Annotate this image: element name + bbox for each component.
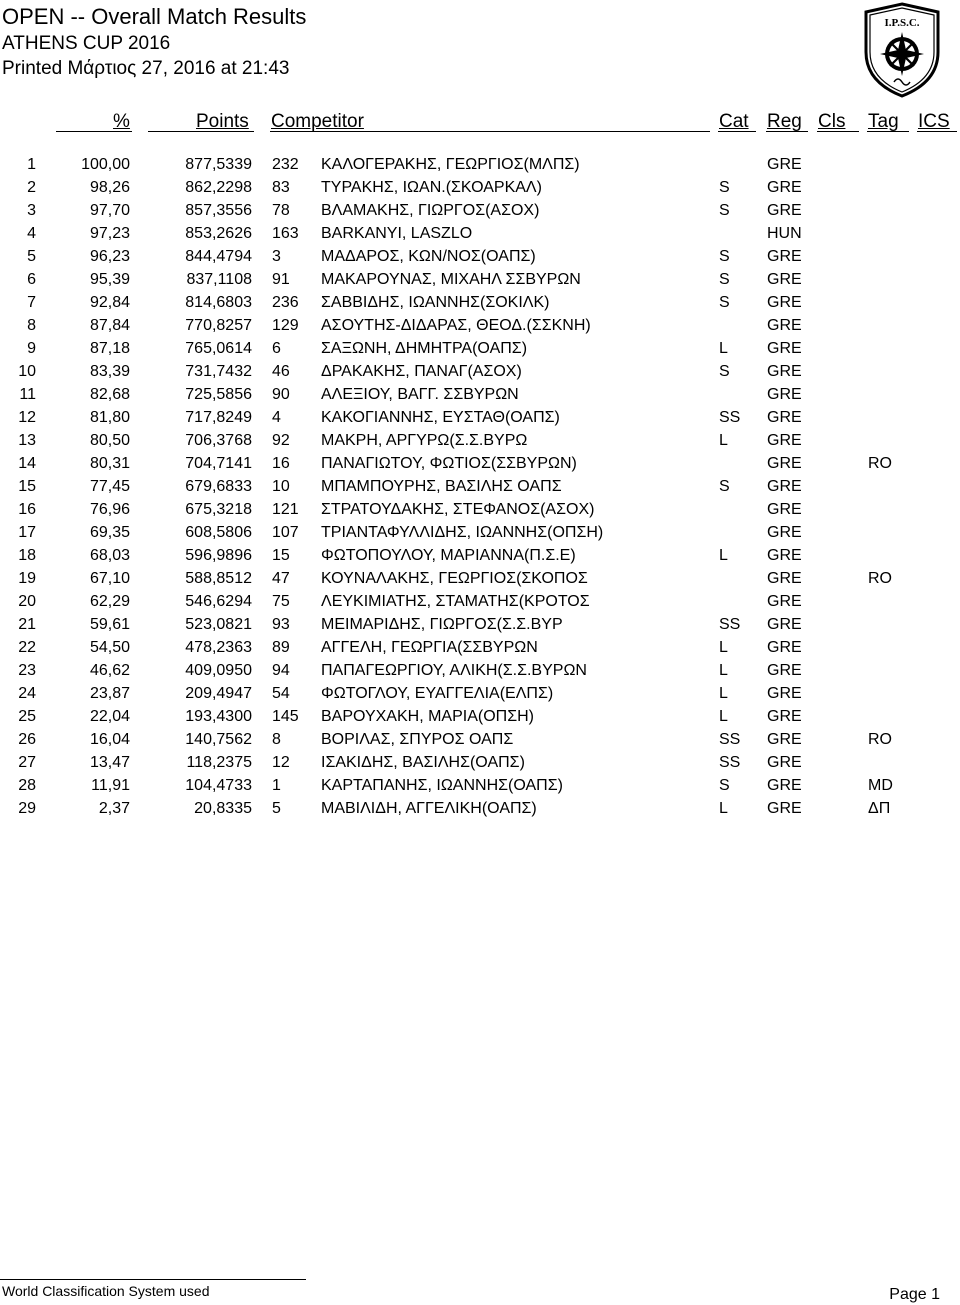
row-region: HUN [767, 225, 802, 242]
row-category: SS [719, 616, 741, 633]
table-row [0, 477, 960, 500]
row-competitor-number: 54 [272, 685, 290, 702]
header-rule-reg [766, 131, 808, 132]
row-points: 731,7432 [185, 363, 252, 380]
row-competitor-name: ΚΟΥΝΑΛΑΚΗΣ, ΓΕΩΡΓΙΟΣ(ΣΚΟΠΟΣ [321, 570, 588, 587]
row-points: 765,0614 [185, 340, 252, 357]
row-category: S [719, 294, 730, 311]
row-region: GRE [767, 731, 802, 748]
table-row [0, 362, 960, 385]
table-row [0, 638, 960, 661]
row-points: 814,6803 [185, 294, 252, 311]
row-place: 7 [27, 294, 36, 311]
row-competitor-number: 15 [272, 547, 290, 564]
header-rule-cls [817, 131, 859, 132]
row-region: GRE [767, 432, 802, 449]
row-competitor-number: 1 [272, 777, 281, 794]
row-percent: 13,47 [89, 754, 130, 771]
row-points: 706,3768 [185, 432, 252, 449]
row-category: S [719, 248, 730, 265]
table-row [0, 799, 960, 822]
row-points: 193,4300 [185, 708, 252, 725]
col-points-header: Points [196, 111, 249, 132]
row-place: 3 [27, 202, 36, 219]
row-competitor-name: ΜΑΚΑΡΟΥΝΑΣ, ΜΙΧΑΗΛ ΣΣΒΥΡΩΝ [321, 271, 581, 288]
row-points: 409,0950 [185, 662, 252, 679]
row-competitor-name: ΣΤΡΑΤΟΥΔΑΚΗΣ, ΣΤΕΦΑΝΟΣ(ΑΣΟΧ) [321, 501, 595, 518]
row-competitor-number: 107 [272, 524, 299, 541]
row-category: S [719, 777, 730, 794]
row-region: GRE [767, 340, 802, 357]
page-number: Page 1 [889, 1286, 940, 1303]
row-percent: 68,03 [89, 547, 130, 564]
row-region: GRE [767, 639, 802, 656]
row-region: GRE [767, 616, 802, 633]
row-points: 853,2626 [185, 225, 252, 242]
row-region: GRE [767, 363, 802, 380]
row-tag: RO [868, 455, 892, 472]
row-competitor-name: ΣΑΞΩΝΗ, ΔΗΜΗΤΡΑ(ΟΑΠΣ) [321, 340, 528, 357]
row-competitor-name: ΜΕΙΜΑΡΙΔΗΣ, ΓΙΩΡΓΟΣ(Σ.Σ.ΒΥΡ [321, 616, 563, 633]
table-row [0, 270, 960, 293]
row-competitor-name: ΠΑΝΑΓΙΩΤΟΥ, ΦΩΤΙΟΣ(ΣΣΒΥΡΩΝ) [321, 455, 577, 472]
table-row [0, 684, 960, 707]
row-points: 608,5806 [185, 524, 252, 541]
row-points: 523,0821 [185, 616, 252, 633]
row-competitor-name: ΜΑΚΡΗ, ΑΡΓΥΡΩ(Σ.Σ.ΒΥΡΩ [321, 432, 528, 449]
row-category: L [719, 662, 728, 679]
row-competitor-name: ΛΕΥΚΙΜΙΑΤΗΣ, ΣΤΑΜΑΤΗΣ(ΚΡΟΤΟΣ [321, 593, 590, 610]
row-place: 24 [18, 685, 36, 702]
row-points: 857,3556 [185, 202, 252, 219]
row-place: 17 [18, 524, 36, 541]
row-competitor-number: 236 [272, 294, 299, 311]
printed-date: Printed Μάρτιος 27, 2016 at 21:43 [2, 58, 290, 79]
row-percent: 83,39 [89, 363, 130, 380]
row-region: GRE [767, 478, 802, 495]
row-category: L [719, 432, 728, 449]
col-reg-header: Reg [767, 111, 802, 132]
row-place: 23 [18, 662, 36, 679]
row-points: 675,3218 [185, 501, 252, 518]
row-competitor-name: ΜΑΔΑΡΟΣ, ΚΩΝ/ΝΟΣ(ΟΑΠΣ) [321, 248, 536, 265]
row-region: GRE [767, 501, 802, 518]
row-place: 2 [27, 179, 36, 196]
row-competitor-number: 94 [272, 662, 290, 679]
header-rule-competitor [270, 131, 710, 132]
table-row [0, 776, 960, 799]
row-region: GRE [767, 547, 802, 564]
table-row [0, 316, 960, 339]
row-region: GRE [767, 294, 802, 311]
table-row [0, 592, 960, 615]
row-place: 25 [18, 708, 36, 725]
row-percent: 98,26 [89, 179, 130, 196]
row-tag: ΔΠ [868, 800, 891, 817]
row-percent: 96,23 [89, 248, 130, 265]
report-title: OPEN -- Overall Match Results [2, 4, 307, 29]
row-percent: 81,80 [89, 409, 130, 426]
row-percent: 76,96 [89, 501, 130, 518]
row-points: 770,8257 [185, 317, 252, 334]
row-category: S [719, 271, 730, 288]
match-name: ATHENS CUP 2016 [2, 33, 171, 54]
row-percent: 69,35 [89, 524, 130, 541]
col-tag-header: Tag [868, 111, 899, 132]
row-competitor-number: 5 [272, 800, 281, 817]
row-competitor-name: ΦΩΤΟΓΛΟΥ, ΕΥΑΓΓΕΛΙΑ(ΕΛΠΣ) [321, 685, 554, 702]
row-category: S [719, 179, 730, 196]
footer-rule [0, 1279, 306, 1280]
row-competitor-number: 129 [272, 317, 299, 334]
row-category: S [719, 363, 730, 380]
row-percent: 92,84 [89, 294, 130, 311]
row-percent: 2,37 [98, 800, 130, 817]
row-region: GRE [767, 202, 802, 219]
header-rule-cat [718, 131, 756, 132]
row-points: 478,2363 [185, 639, 252, 656]
row-region: GRE [767, 662, 802, 679]
row-place: 16 [18, 501, 36, 518]
table-row [0, 753, 960, 776]
row-points: 118,2375 [186, 754, 252, 771]
table-row [0, 408, 960, 431]
row-competitor-number: 89 [272, 639, 290, 656]
col-competitor-header: Competitor [271, 111, 364, 132]
results-table [0, 155, 960, 822]
row-points: 588,8512 [185, 570, 252, 587]
header-rule-points [148, 131, 254, 132]
row-competitor-name: ΠΑΠΑΓΕΩΡΓΙΟΥ, ΑΛΙΚΗ(Σ.Σ.ΒΥΡΩΝ [321, 662, 587, 679]
row-category: S [719, 202, 730, 219]
row-percent: 80,50 [89, 432, 130, 449]
row-points: 844,4794 [185, 248, 252, 265]
row-competitor-number: 4 [272, 409, 281, 426]
row-points: 140,7562 [185, 731, 252, 748]
row-place: 11 [19, 386, 36, 403]
ipsc-shield-logo-icon [862, 2, 942, 98]
row-competitor-number: 16 [272, 455, 290, 472]
row-competitor-number: 93 [272, 616, 290, 633]
row-competitor-name: ΔΡΑΚΑΚΗΣ, ΠΑΝΑΓ(ΑΣΟΧ) [321, 363, 522, 380]
row-competitor-number: 47 [272, 570, 290, 587]
row-category: SS [719, 731, 741, 748]
row-category: SS [719, 409, 741, 426]
row-category: L [719, 800, 728, 817]
table-row [0, 247, 960, 270]
row-percent: 16,04 [89, 731, 130, 748]
row-place: 4 [27, 225, 36, 242]
row-region: GRE [767, 409, 802, 426]
row-region: GRE [767, 754, 802, 771]
table-row [0, 224, 960, 247]
table-row [0, 454, 960, 477]
row-place: 5 [27, 248, 36, 265]
row-competitor-name: ΑΛΕΞΙΟΥ, ΒΑΓΓ. ΣΣΒΥΡΩΝ [321, 386, 519, 403]
row-competitor-number: 6 [272, 340, 281, 357]
table-row [0, 293, 960, 316]
row-percent: 80,31 [89, 455, 130, 472]
header-rule-ics [917, 131, 957, 132]
col-cls-header: Cls [818, 111, 846, 132]
table-row [0, 339, 960, 362]
row-points: 209,4947 [185, 685, 252, 702]
row-percent: 87,18 [89, 340, 130, 357]
row-competitor-name: ΒΛΑΜΑΚΗΣ, ΓΙΩΡΓΟΣ(ΑΣΟΧ) [321, 202, 540, 219]
row-competitor-name: ΣΑΒΒΙΔΗΣ, ΙΩΑΝΝΗΣ(ΣΟΚΙΛΚ) [321, 294, 550, 311]
row-region: GRE [767, 685, 802, 702]
row-percent: 62,29 [89, 593, 130, 610]
row-tag: RO [868, 570, 892, 587]
row-competitor-number: 8 [272, 731, 281, 748]
row-competitor-name: ΚΑΚΟΓΙΑΝΝΗΣ, ΕΥΣΤΑΘ(ΟΑΠΣ) [321, 409, 560, 426]
row-percent: 67,10 [89, 570, 130, 587]
table-row [0, 546, 960, 569]
row-points: 837,1108 [186, 271, 252, 288]
table-row [0, 523, 960, 546]
row-place: 28 [18, 777, 36, 794]
row-percent: 82,68 [89, 386, 130, 403]
row-points: 20,8335 [194, 800, 252, 817]
row-points: 596,9896 [185, 547, 252, 564]
row-place: 22 [18, 639, 36, 656]
row-category: L [719, 639, 728, 656]
row-competitor-number: 83 [272, 179, 290, 196]
col-pct-header: % [113, 111, 130, 132]
row-region: GRE [767, 777, 802, 794]
row-competitor-name: ΜΠΑΜΠΟΥΡΗΣ, ΒΑΣΙΛΗΣ ΟΑΠΣ [321, 478, 562, 495]
row-tag: MD [868, 777, 893, 794]
row-place: 12 [18, 409, 36, 426]
row-competitor-name: ΒΑΡΟΥΧΑΚΗ, ΜΑΡΙΑ(ΟΠΣΗ) [321, 708, 534, 725]
row-competitor-number: 12 [272, 754, 290, 771]
row-points: 725,5856 [185, 386, 252, 403]
row-points: 717,8249 [185, 409, 252, 426]
row-percent: 46,62 [89, 662, 130, 679]
row-percent: 100,00 [81, 156, 130, 173]
table-row [0, 615, 960, 638]
table-row [0, 500, 960, 523]
row-place: 27 [18, 754, 36, 771]
row-competitor-number: 78 [272, 202, 290, 219]
row-competitor-name: ΙΣΑΚΙΔΗΣ, ΒΑΣΙΛΗΣ(ΟΑΠΣ) [321, 754, 525, 771]
row-competitor-name: ΚΑΡΤΑΠΑΝΗΣ, ΙΩΑΝΝΗΣ(ΟΑΠΣ) [321, 777, 563, 794]
table-row [0, 661, 960, 684]
row-region: GRE [767, 271, 802, 288]
row-competitor-number: 121 [272, 501, 299, 518]
row-place: 6 [27, 271, 36, 288]
row-percent: 11,91 [91, 777, 130, 794]
row-place: 18 [18, 547, 36, 564]
row-percent: 59,61 [89, 616, 130, 633]
row-points: 862,2298 [185, 179, 252, 196]
col-cat-header: Cat [719, 111, 749, 132]
row-place: 13 [18, 432, 36, 449]
table-row [0, 178, 960, 201]
row-place: 29 [18, 800, 36, 817]
table-row [0, 569, 960, 592]
row-region: GRE [767, 524, 802, 541]
row-competitor-number: 10 [272, 478, 290, 495]
row-percent: 23,87 [89, 685, 130, 702]
row-competitor-name: BARKANYI, LASZLO [321, 225, 473, 242]
row-place: 21 [18, 616, 36, 633]
row-percent: 97,23 [89, 225, 130, 242]
row-place: 14 [18, 455, 36, 472]
row-competitor-number: 3 [272, 248, 281, 265]
row-region: GRE [767, 317, 802, 334]
row-competitor-number: 92 [272, 432, 290, 449]
row-points: 679,6833 [185, 478, 252, 495]
row-region: GRE [767, 570, 802, 587]
row-percent: 54,50 [89, 639, 130, 656]
row-region: GRE [767, 179, 802, 196]
row-place: 19 [18, 570, 36, 587]
table-row [0, 385, 960, 408]
row-region: GRE [767, 386, 802, 403]
row-region: GRE [767, 156, 802, 173]
header-rule-pct [56, 131, 132, 132]
row-place: 26 [18, 731, 36, 748]
row-competitor-name: ΤΡΙΑΝΤΑΦΥΛΛΙΔΗΣ, ΙΩΑΝΝΗΣ(ΟΠΣΗ) [321, 524, 604, 541]
table-row [0, 431, 960, 454]
row-percent: 95,39 [89, 271, 130, 288]
row-category: L [719, 547, 728, 564]
row-competitor-name: ΑΣΟΥΤΗΣ-ΔΙΔΑΡΑΣ, ΘΕΟΔ.(ΣΣΚΝΗ) [321, 317, 591, 334]
row-competitor-name: ΚΑΛΟΓΕΡΑΚΗΣ, ΓΕΩΡΓΙΟΣ(ΜΛΠΣ) [321, 156, 580, 173]
row-place: 15 [18, 478, 36, 495]
row-points: 877,5339 [185, 156, 252, 173]
table-row [0, 155, 960, 178]
row-points: 546,6294 [185, 593, 252, 610]
row-place: 8 [27, 317, 36, 334]
row-category: L [719, 685, 728, 702]
row-competitor-number: 75 [272, 593, 290, 610]
row-competitor-number: 232 [272, 156, 299, 173]
logo-text: I.P.S.C. [884, 17, 920, 29]
row-percent: 22,04 [89, 708, 130, 725]
row-place: 9 [27, 340, 36, 357]
row-place: 20 [18, 593, 36, 610]
row-competitor-number: 46 [272, 363, 290, 380]
row-region: GRE [767, 248, 802, 265]
row-region: GRE [767, 593, 802, 610]
row-competitor-number: 90 [272, 386, 290, 403]
row-category: L [719, 340, 728, 357]
row-points: 704,7141 [185, 455, 252, 472]
row-competitor-name: ΦΩΤΟΠΟΥΛΟΥ, ΜΑΡΙΑΝΝΑ(Π.Σ.Ε) [321, 547, 576, 564]
row-category: L [719, 708, 728, 725]
row-competitor-name: ΜΑΒΙΛΙΔΗ, ΑΓΓΕΛΙΚΗ(ΟΑΠΣ) [321, 800, 537, 817]
row-competitor-name: ΑΓΓΕΛΗ, ΓΕΩΡΓΙΑ(ΣΣΒΥΡΩΝ [321, 639, 538, 656]
row-tag: RO [868, 731, 892, 748]
row-category: SS [719, 754, 741, 771]
row-percent: 77,45 [89, 478, 130, 495]
header-rule-tag [867, 131, 909, 132]
table-row [0, 707, 960, 730]
row-competitor-name: ΒΟΡΙΛΑΣ, ΣΠΥΡΟΣ ΟΑΠΣ [321, 731, 514, 748]
row-percent: 87,84 [89, 317, 130, 334]
footer-note: World Classification System used [2, 1283, 210, 1299]
row-region: GRE [767, 708, 802, 725]
row-category: S [719, 478, 730, 495]
table-row [0, 730, 960, 753]
row-competitor-number: 145 [272, 708, 299, 725]
row-points: 104,4733 [185, 777, 252, 794]
col-ics-header: ICS [918, 111, 950, 132]
row-region: GRE [767, 455, 802, 472]
row-competitor-name: ΤΥΡΑΚΗΣ, ΙΩΑΝ.(ΣΚΟΑΡΚΑΛ) [321, 179, 542, 196]
row-place: 10 [18, 363, 36, 380]
row-place: 1 [27, 156, 36, 173]
row-region: GRE [767, 800, 802, 817]
row-competitor-number: 163 [272, 225, 299, 242]
table-row [0, 201, 960, 224]
row-competitor-number: 91 [272, 271, 290, 288]
row-percent: 97,70 [89, 202, 130, 219]
